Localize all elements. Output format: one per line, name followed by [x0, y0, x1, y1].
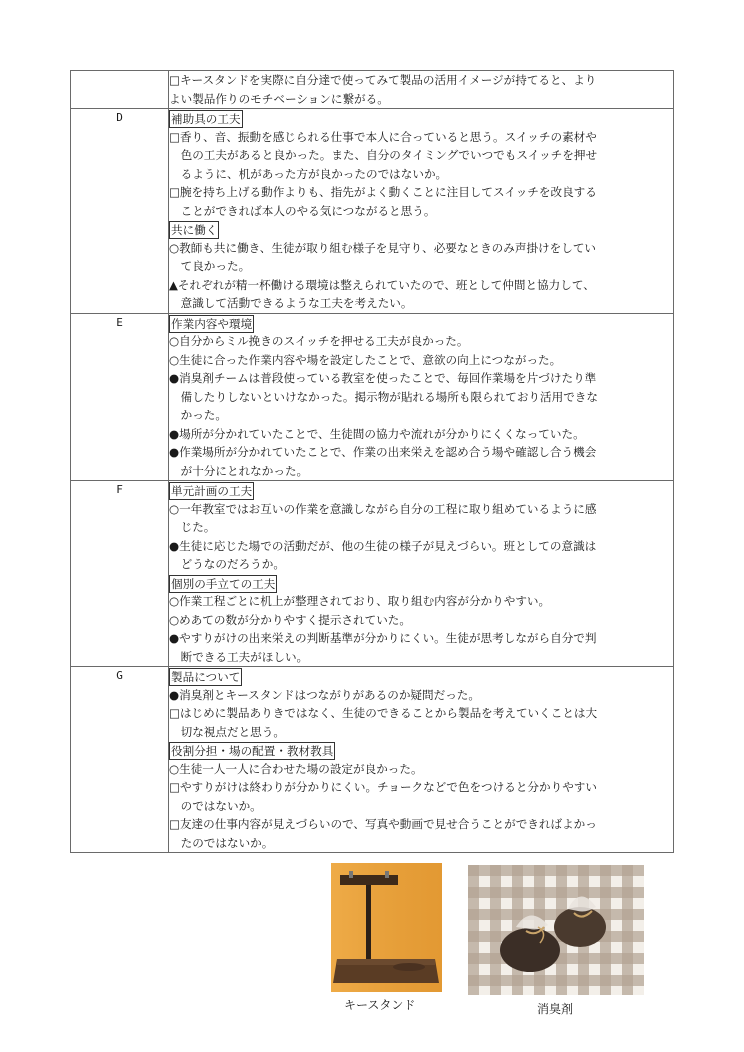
row-content — [169, 667, 674, 853]
comment-item: ○めあての数が分かりやすく提示されていた。 — [169, 612, 411, 627]
comment-item: □香り、音、振動を感じられる仕事で本人に合っていると思う。スイッチの素材や — [169, 129, 597, 144]
comment-item: ●場所が分かれていたことで、生徒間の協力や流れが分かりにくくなっていた。 — [169, 426, 585, 441]
row-content — [169, 71, 674, 109]
section-heading-wrapper — [169, 574, 673, 593]
text-line: □キースタンドを実際に自分達で使ってみて製品の活用イメージが持てると、より — [169, 73, 597, 87]
section-heading: 単元計画の工夫 — [171, 484, 253, 498]
section-heading: 個別の手立ての工夫 — [171, 576, 276, 591]
section-heading-wrapper — [169, 481, 673, 500]
comment-continuation: て良かった。 — [180, 259, 251, 273]
comment-continuation: どうなのだろうか。 — [180, 557, 285, 571]
comment-item: ●生徒に応じた場での活動だが、他の生徒の様子が見えづらい。班としての意識は — [169, 538, 597, 553]
comment-item: ○作業工程ごとに机上が整理されており、取り組む内容が分かりやすい。 — [169, 594, 551, 608]
comment-continuation: 意識して活動できるような工夫を考えたい。 — [180, 296, 413, 310]
table-row — [71, 313, 674, 481]
comment-continuation: 断できる工夫がほしい。 — [180, 649, 309, 664]
comment-continuation: 色の工夫があると良かった。また、自分のタイミングでいつでもスイッチを押せ — [180, 148, 598, 162]
comment-continuation: のではないか。 — [180, 798, 262, 813]
comment-item: ●やすりがけの出来栄えの判断基準が分かりにくい。生徒が思考しながら自分で判 — [169, 631, 597, 645]
section-heading: 補助具の工夫 — [171, 112, 241, 126]
row-label: F — [71, 481, 169, 667]
comment-continuation: 備したりしないといけなかった。掲示物が貼れる場所も限られており活用できな — [180, 389, 598, 404]
comment-item: ○自分からミル挽きのスイッチを押せる工夫が良かった。 — [169, 334, 469, 348]
table-row — [71, 667, 674, 853]
comment-continuation: じた。 — [180, 520, 216, 534]
row-label — [71, 71, 169, 109]
comment-item: □はじめに製品ありきではなく、生徒のできることから製品を考えていくことは大 — [169, 706, 598, 720]
row-content — [169, 481, 674, 667]
row-content — [169, 109, 674, 314]
comment-continuation: かった。 — [180, 408, 227, 422]
comment-item: ○教師も共に働き、生徒が取り組む様子を見守り、必要なときのみ声掛けをしてい — [169, 240, 597, 255]
section-heading: 共に働く — [171, 223, 218, 237]
comment-item: ●作業場所が分かれていたことで、作業の出来栄えを認め合う場や確認し合う機会 — [169, 445, 597, 459]
text-line: よい製品作りのモチベーションに繋がる。 — [169, 91, 389, 106]
section-heading-wrapper — [169, 220, 673, 239]
comment-continuation: ことができれば本人のやる気につながると思う。 — [180, 203, 436, 218]
row-label: G — [71, 667, 169, 853]
row-label: D — [71, 109, 169, 314]
comment-continuation: 切な視点だと思う。 — [180, 724, 285, 739]
deodorant-caption: 消臭剤 — [537, 1002, 574, 1016]
section-heading: 役割分担・場の配置・教材教具 — [171, 744, 334, 758]
section-heading-wrapper — [169, 741, 673, 760]
section-heading: 製品について — [171, 670, 241, 684]
deodorant-photo — [468, 865, 644, 995]
row-content — [169, 313, 674, 481]
comment-item: ○一年教室ではお互いの作業を意識しながら自分の工程に取り組めているように感 — [169, 501, 597, 516]
section-heading: 作業内容や環境 — [171, 316, 253, 331]
comment-item: ▲それぞれが精一杯働ける環境は整えられていたので、班として仲間と協力して、 — [169, 277, 595, 292]
key-stand-photo — [331, 863, 442, 992]
comment-item: ○生徒一人一人に合わせた場の設定が良かった。 — [169, 761, 423, 776]
comment-item: □やすりがけは終わりが分かりにくい。チョークなどで色をつけると分かりやすい — [169, 780, 597, 794]
section-heading-wrapper — [169, 109, 673, 128]
comment-item: ●消臭剤チームは普段使っている教室を使ったことで、毎回作業場を片づけたり準 — [169, 371, 597, 385]
comment-continuation: るように、机があった方が良かったのではないか。 — [180, 166, 448, 181]
table-row — [71, 71, 674, 109]
comment-item: □友達の仕事内容が見えづらいので、写真や動画で見せ合うことができればよかっ — [169, 817, 597, 831]
comment-item: ●消臭剤とキースタンドはつながりがあるのか疑問だった。 — [169, 687, 480, 702]
section-heading-wrapper — [169, 667, 673, 686]
key-stand-caption: キースタンド — [344, 998, 416, 1012]
evaluation-table — [70, 70, 674, 853]
row-label: E — [71, 313, 169, 481]
table-row — [71, 109, 674, 314]
comment-continuation: が十分にとれなかった。 — [180, 463, 309, 478]
section-heading-wrapper — [169, 314, 673, 333]
comment-item: □腕を持ち上げる動作よりも、指先がよく動くことに注目してスイッチを改良する — [169, 185, 597, 199]
comment-item: ○生徒に合った作業内容や場を設定したことで、意欲の向上につながった。 — [169, 352, 562, 367]
table-row — [71, 481, 674, 667]
photo-area — [0, 862, 744, 1022]
comment-continuation: たのではないか。 — [180, 835, 274, 850]
document-page — [70, 70, 674, 853]
